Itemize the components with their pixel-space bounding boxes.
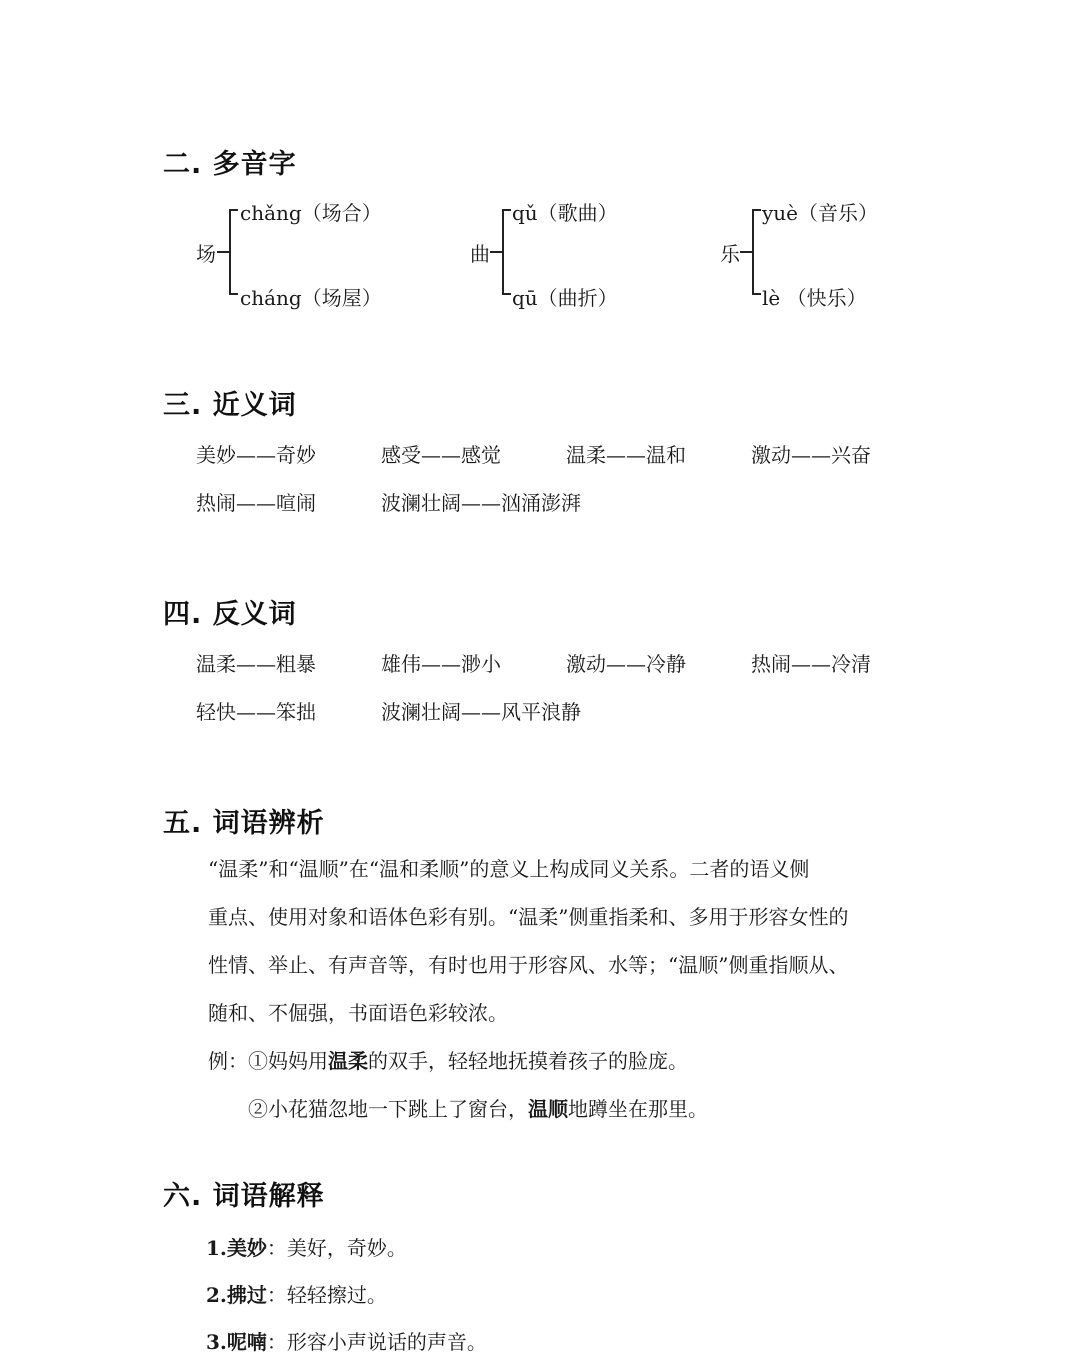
antonym-pair: 热闹——冷清 (751, 652, 871, 676)
polyphonic-char: 场 (196, 242, 216, 266)
example-text: ②小花猫忽地一下跳上了窗台， (248, 1097, 528, 1121)
example-text: 的双手，轻轻地抚摸着孩子的脸庞。 (368, 1049, 688, 1073)
definition-item (206, 1279, 387, 1308)
reading-top: qǔ（歌曲） (512, 201, 618, 225)
definition-term: 2.拂过 (206, 1283, 267, 1307)
definition-text: ：美好，奇妙。 (266, 1236, 407, 1260)
brace (752, 209, 754, 295)
analysis-line: 随和、不倔强，书面语色彩较浓。 (208, 1001, 508, 1025)
definition-text: ：形容小声说话的声音。 (266, 1330, 487, 1354)
polyphonic-char: 乐 (720, 242, 740, 266)
antonym-pair: 温柔——粗暴 (196, 652, 316, 676)
section-title-polyphonic: 二. 多音字 (163, 149, 297, 180)
brace (502, 209, 504, 295)
reading-bottom: cháng（场屋） (240, 286, 382, 310)
section-title-word-analysis: 五. 词语辨析 (163, 808, 325, 839)
reading-top: yuè（音乐） (762, 201, 879, 225)
antonym-pair: 轻快——笨拙 (196, 700, 316, 724)
brace (229, 209, 231, 295)
section-title-definitions: 六. 词语解释 (163, 1181, 325, 1212)
definition-term: 1.美妙 (206, 1236, 267, 1260)
definition-text: ：轻轻擦过。 (266, 1283, 387, 1307)
reading-top: chǎng（场合） (240, 201, 382, 225)
definition-item (206, 1232, 407, 1261)
example-label: 例： (208, 1049, 248, 1073)
reading-bottom: lè （快乐） (762, 286, 867, 310)
synonym-pair: 波澜壮阔——汹涌澎湃 (381, 491, 581, 515)
analysis-line: 重点、使用对象和语体色彩有别。“温柔”侧重指柔和、多用于形容女性的 (208, 905, 849, 929)
antonym-pair: 雄伟——渺小 (381, 652, 501, 676)
example-2 (208, 1085, 928, 1133)
analysis-line: 性情、举止、有声音等，有时也用于形容风、水等；“温顺”侧重指顺从、 (208, 953, 849, 977)
synonym-pair: 热闹——喧闹 (196, 491, 316, 515)
antonym-pair: 波澜壮阔——风平浪静 (381, 700, 581, 724)
section-title-antonyms: 四. 反义词 (163, 599, 297, 630)
analysis-line: “温柔”和“温顺”在“温和柔顺”的意义上构成同义关系。二者的语义侧 (208, 857, 810, 881)
definition-item (206, 1326, 487, 1355)
analysis-paragraph (208, 845, 928, 1133)
polyphonic-char: 曲 (470, 242, 490, 266)
synonym-pair: 激动——兴奋 (751, 443, 871, 467)
example-emphasis: 温顺 (528, 1097, 568, 1121)
example-1 (208, 1037, 928, 1085)
example-emphasis: 温柔 (328, 1049, 368, 1073)
section-title-synonyms: 三. 近义词 (163, 390, 297, 421)
synonym-pair: 美妙——奇妙 (196, 443, 316, 467)
synonym-pair: 感受——感觉 (381, 443, 501, 467)
example-text: 地蹲坐在那里。 (568, 1097, 708, 1121)
synonym-pair: 温柔——温和 (566, 443, 686, 467)
example-text: ①妈妈用 (248, 1049, 328, 1073)
definition-term: 3.呢喃 (206, 1330, 267, 1354)
reading-bottom: qū（曲折） (512, 286, 618, 310)
antonym-pair: 激动——冷静 (566, 652, 686, 676)
